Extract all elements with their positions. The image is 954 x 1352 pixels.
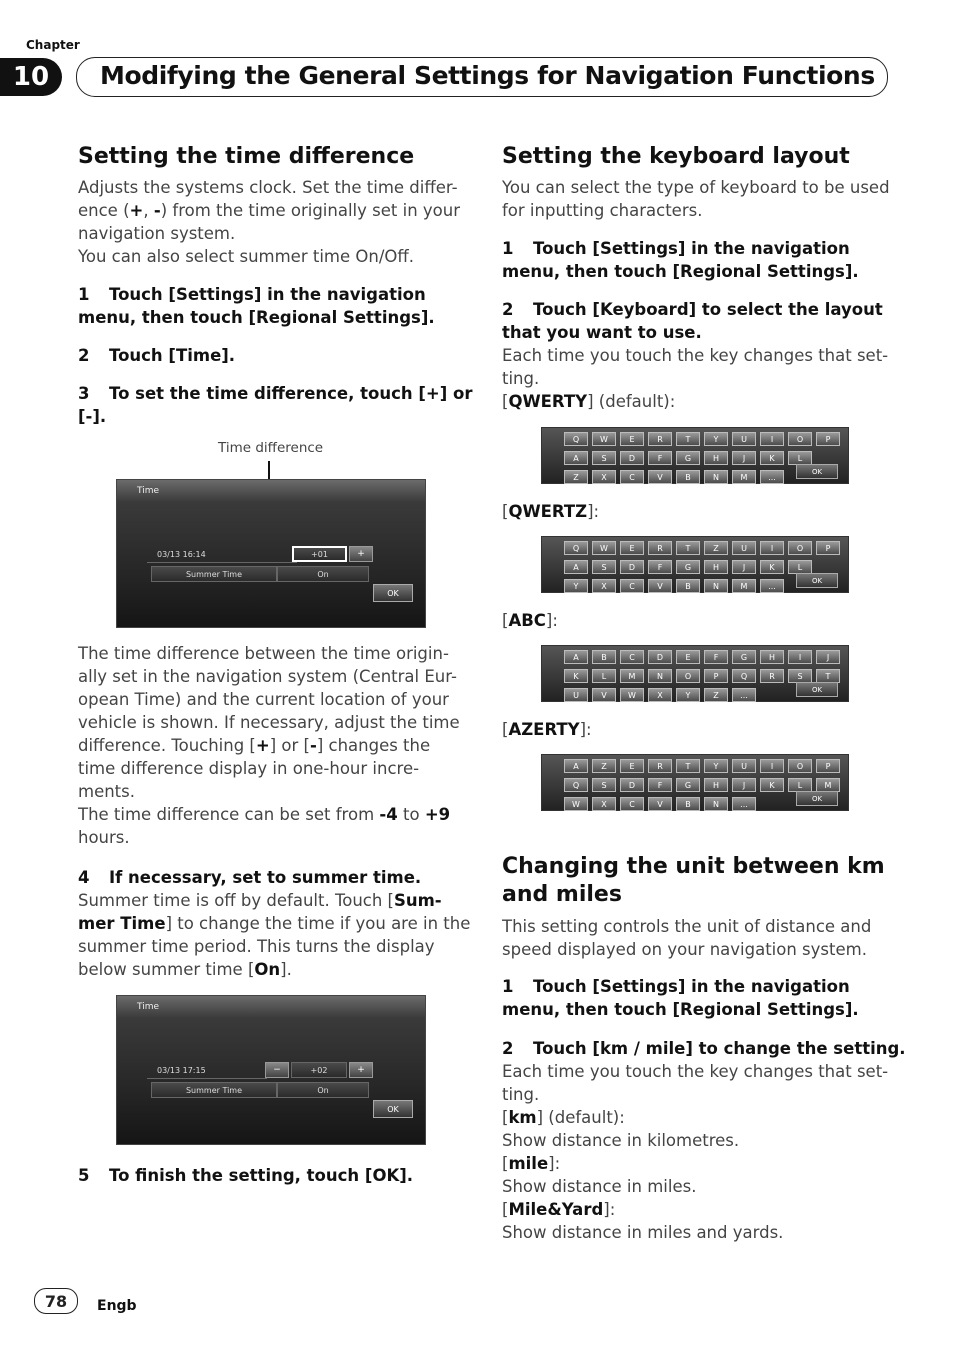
keyboard-key[interactable]: Q <box>564 541 588 555</box>
keyboard-key[interactable]: B <box>676 470 700 484</box>
keyboard-step-2-description: Each time you touch the key changes that set- ting. [QWERTY] (default): <box>502 346 889 411</box>
keyboard-ok-button[interactable]: OK <box>796 464 838 479</box>
keyboard-key[interactable]: M <box>732 579 756 593</box>
unit-heading: Changing the unit between km and miles <box>502 854 885 907</box>
keyboard-key[interactable]: F <box>648 778 672 792</box>
keyboard-key[interactable]: P <box>816 759 840 773</box>
keyboard-row <box>564 579 784 593</box>
keyboard-key[interactable]: U <box>732 432 756 446</box>
keyboard-key[interactable]: L <box>788 560 812 574</box>
keyboard-key[interactable]: S <box>592 451 616 465</box>
keyboard-key[interactable]: Y <box>564 579 588 593</box>
step-1: 1 Touch [Settings] in the navigation menu, then touch [Regional Settings]. <box>78 285 435 327</box>
unit-step-2-description: Each time you touch the key changes that set- ting. [km] (default): Show distance in kilometres. [mile]: Show distance in miles. [Mile&Yard]: Show distance in miles and yards. <box>502 1062 889 1242</box>
step-4-description: Summer time is off by default. Touch [Sum- mer Time] to change the time if you are in the summer time period. This turns the display below summer time [On]. <box>78 891 471 979</box>
keyboard-key[interactable]: N <box>704 470 728 484</box>
keyboard-key[interactable]: R <box>648 759 672 773</box>
keyboard-row <box>564 470 784 484</box>
keyboard-key[interactable]: P <box>816 432 840 446</box>
page-title: Modifying the General Settings for Navigation Functions <box>100 61 875 90</box>
keyboard-key[interactable]: Y <box>704 432 728 446</box>
keyboard-key[interactable]: Z <box>592 759 616 773</box>
keyboard-key[interactable]: F <box>704 650 728 664</box>
keyboard-key[interactable]: ... <box>760 470 784 484</box>
plus-button[interactable]: + <box>349 1062 373 1078</box>
keyboard-key[interactable]: ... <box>732 797 756 811</box>
time-difference-value: +02 <box>291 1062 347 1078</box>
keyboard-key[interactable]: Z <box>564 470 588 484</box>
keyboard-key[interactable]: I <box>760 432 784 446</box>
keyboard-key[interactable]: K <box>760 451 784 465</box>
keyboard-key[interactable]: W <box>592 432 616 446</box>
keyboard-key[interactable]: J <box>732 451 756 465</box>
keyboard-key[interactable]: P <box>816 541 840 555</box>
unit-intro: This setting controls the unit of distance and speed displayed on your navigation system. <box>502 917 872 959</box>
keyboard-key[interactable]: M <box>620 669 644 683</box>
keyboard-key[interactable]: Y <box>676 688 700 702</box>
keyboard-azerty <box>541 754 849 811</box>
keyboard-key[interactable]: G <box>676 778 700 792</box>
keyboard-key[interactable]: H <box>704 560 728 574</box>
time-screen-1 <box>116 479 426 628</box>
keyboard-key[interactable]: V <box>648 797 672 811</box>
keyboard-key[interactable]: T <box>676 541 700 555</box>
keyboard-key[interactable]: Z <box>704 688 728 702</box>
keyboard-key[interactable]: E <box>620 541 644 555</box>
keyboard-abc <box>541 645 849 702</box>
keyboard-intro: You can select the type of keyboard to be used for inputting characters. <box>502 178 890 220</box>
keyboard-step-2: 2 Touch [Keyboard] to select the layout that you want to use. <box>502 300 883 342</box>
ok-button[interactable]: OK <box>373 584 413 602</box>
keyboard-key[interactable]: X <box>592 579 616 593</box>
keyboard-key[interactable]: S <box>788 669 812 683</box>
abc-label: [ABC]: <box>502 611 558 630</box>
keyboard-key[interactable]: N <box>704 579 728 593</box>
keyboard-key[interactable]: J <box>732 560 756 574</box>
unit-step-1: 1 Touch [Settings] in the navigation menu, then touch [Regional Settings]. <box>502 977 859 1019</box>
keyboard-key[interactable]: I <box>760 541 784 555</box>
keyboard-row <box>564 688 756 702</box>
keyboard-key[interactable]: K <box>564 669 588 683</box>
keyboard-ok-button[interactable]: OK <box>796 682 838 697</box>
keyboard-key[interactable]: R <box>648 432 672 446</box>
time-difference-description: The time difference between the time origin- ally set in the navigation system (Central Eur- opean Time) and the current location of your vehicle is shown. If necessary, adjust the time difference. Touching [+] or [-] changes the time difference display in one-hour incre- ments. The time difference can be set from -4 to +9 hours. <box>78 644 460 847</box>
keyboard-key[interactable]: J <box>732 778 756 792</box>
keyboard-key[interactable]: ... <box>760 579 784 593</box>
screen-datetime: 03/13 16:14 <box>157 550 206 559</box>
keyboard-step-1: 1 Touch [Settings] in the navigation menu, then touch [Regional Settings]. <box>502 239 859 281</box>
intro-paragraph: Adjusts the systems clock. Set the time differ- ence (+, -) from the time originally set in your navigation system. You can also select summer time On/Off. <box>78 178 460 266</box>
keyboard-key[interactable]: G <box>676 451 700 465</box>
keyboard-key[interactable]: E <box>676 650 700 664</box>
keyboard-key[interactable]: L <box>788 451 812 465</box>
keyboard-key[interactable]: E <box>620 432 644 446</box>
keyboard-key[interactable]: A <box>564 451 588 465</box>
keyboard-row <box>564 560 812 574</box>
keyboard-key[interactable]: X <box>648 688 672 702</box>
language-code: Engb <box>97 1298 137 1314</box>
keyboard-key[interactable]: Q <box>564 778 588 792</box>
keyboard-key[interactable]: G <box>732 650 756 664</box>
summer-time-button[interactable]: Summer Time <box>151 1082 277 1098</box>
keyboard-key[interactable]: I <box>760 759 784 773</box>
keyboard-key[interactable]: V <box>648 470 672 484</box>
step-4: 4 If necessary, set to summer time. <box>78 868 422 887</box>
keyboard-key[interactable]: U <box>564 688 588 702</box>
keyboard-key[interactable]: B <box>676 797 700 811</box>
keyboard-key[interactable]: P <box>704 669 728 683</box>
keyboard-key[interactable]: V <box>592 688 616 702</box>
keyboard-key[interactable]: C <box>620 579 644 593</box>
time-difference-heading: Setting the time difference <box>78 144 415 169</box>
page-number: 78 <box>34 1288 78 1314</box>
keyboard-key[interactable]: E <box>620 759 644 773</box>
keyboard-key[interactable]: A <box>564 560 588 574</box>
time-difference-callout: Time difference <box>218 440 324 456</box>
screen-header: Time <box>117 480 425 502</box>
keyboard-ok-button[interactable]: OK <box>796 573 838 588</box>
keyboard-row <box>564 778 840 792</box>
step-2: 2 Touch [Time]. <box>78 346 236 365</box>
keyboard-key[interactable]: Q <box>732 669 756 683</box>
keyboard-key[interactable]: M <box>732 470 756 484</box>
keyboard-key[interactable]: K <box>760 778 784 792</box>
keyboard-key[interactable]: H <box>760 650 784 664</box>
keyboard-key[interactable]: Z <box>704 541 728 555</box>
time-difference-value: +01 <box>292 546 347 562</box>
keyboard-key[interactable]: J <box>816 650 840 664</box>
keyboard-key[interactable]: O <box>788 432 812 446</box>
keyboard-key[interactable]: U <box>732 759 756 773</box>
summer-time-button[interactable]: Summer Time <box>151 566 277 582</box>
qwertz-label: [QWERTZ]: <box>502 502 600 521</box>
keyboard-key[interactable]: W <box>564 797 588 811</box>
keyboard-row <box>564 451 812 465</box>
keyboard-key[interactable]: O <box>676 669 700 683</box>
keyboard-row <box>564 432 840 446</box>
chapter-label: Chapter <box>26 38 80 52</box>
keyboard-key[interactable]: W <box>620 688 644 702</box>
keyboard-key[interactable]: O <box>788 759 812 773</box>
keyboard-key[interactable]: R <box>760 669 784 683</box>
summer-time-value: On <box>277 566 369 582</box>
keyboard-row <box>564 797 756 811</box>
keyboard-key[interactable]: U <box>732 541 756 555</box>
keyboard-key[interactable]: D <box>620 560 644 574</box>
keyboard-qwertz <box>541 536 849 593</box>
time-screen-2 <box>116 995 426 1145</box>
keyboard-key[interactable]: I <box>788 650 812 664</box>
keyboard-key[interactable]: B <box>676 579 700 593</box>
keyboard-key[interactable]: F <box>648 560 672 574</box>
unit-step-2: 2 Touch [km / mile] to change the setting. <box>502 1039 906 1058</box>
keyboard-key[interactable]: R <box>648 541 672 555</box>
keyboard-key[interactable]: ... <box>732 688 756 702</box>
keyboard-key[interactable]: K <box>760 560 784 574</box>
keyboard-key[interactable]: F <box>648 451 672 465</box>
keyboard-key[interactable]: T <box>676 432 700 446</box>
keyboard-key[interactable]: D <box>620 451 644 465</box>
keyboard-key[interactable]: A <box>564 759 588 773</box>
keyboard-key[interactable]: N <box>648 669 672 683</box>
keyboard-row <box>564 759 840 773</box>
keyboard-key[interactable]: Y <box>704 759 728 773</box>
keyboard-key[interactable]: C <box>620 797 644 811</box>
chapter-number: 10 <box>0 58 62 96</box>
keyboard-key[interactable]: Q <box>564 432 588 446</box>
keyboard-key[interactable]: H <box>704 778 728 792</box>
minus-button[interactable]: − <box>265 1062 289 1078</box>
ok-button[interactable]: OK <box>373 1100 413 1118</box>
keyboard-key[interactable]: T <box>816 669 840 683</box>
keyboard-key[interactable]: A <box>564 650 588 664</box>
keyboard-key[interactable]: C <box>620 650 644 664</box>
keyboard-key[interactable]: V <box>648 579 672 593</box>
keyboard-layout-heading: Setting the keyboard layout <box>502 144 850 169</box>
screen-datetime: 03/13 17:15 <box>157 1066 206 1075</box>
step-3: 3 To set the time difference, touch [+] or [-]. <box>78 384 473 426</box>
keyboard-key[interactable]: L <box>592 669 616 683</box>
keyboard-row <box>564 650 840 664</box>
keyboard-key[interactable]: S <box>592 560 616 574</box>
keyboard-key[interactable]: T <box>676 759 700 773</box>
keyboard-key[interactable]: G <box>676 560 700 574</box>
keyboard-qwerty <box>541 427 849 484</box>
keyboard-key[interactable]: D <box>620 778 644 792</box>
keyboard-key[interactable]: N <box>704 797 728 811</box>
keyboard-key[interactable]: X <box>592 797 616 811</box>
keyboard-ok-button[interactable]: OK <box>796 791 838 806</box>
plus-button[interactable]: + <box>349 546 373 562</box>
keyboard-key[interactable]: C <box>620 470 644 484</box>
step-5: 5 To finish the setting, touch [OK]. <box>78 1166 414 1185</box>
keyboard-key[interactable]: W <box>592 541 616 555</box>
keyboard-key[interactable]: S <box>592 778 616 792</box>
summer-time-value: On <box>277 1082 369 1098</box>
keyboard-key[interactable]: X <box>592 470 616 484</box>
azerty-label: [AZERTY]: <box>502 720 592 739</box>
screen-header: Time <box>117 996 425 1018</box>
keyboard-key[interactable]: O <box>788 541 812 555</box>
keyboard-key[interactable]: D <box>648 650 672 664</box>
keyboard-key[interactable]: B <box>592 650 616 664</box>
keyboard-key[interactable]: L <box>788 778 812 792</box>
keyboard-row <box>564 541 840 555</box>
keyboard-row <box>564 669 840 683</box>
keyboard-key[interactable]: M <box>816 778 840 792</box>
keyboard-key[interactable]: H <box>704 451 728 465</box>
